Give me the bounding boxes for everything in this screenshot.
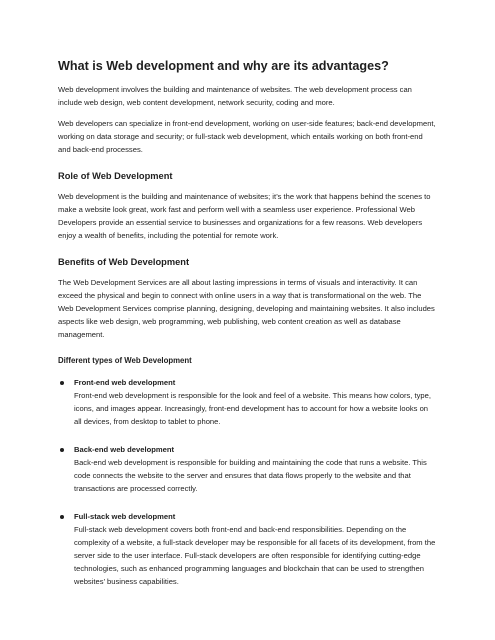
benefits-heading: Benefits of Web Development bbox=[58, 257, 190, 267]
bullet-text: Back-end web development is responsible for building and maintaining the code that runs a website. This code connects the website to the server and ensures that data flows properly to the website and that transactions are processed correctly. bbox=[74, 458, 427, 493]
bullet-icon bbox=[60, 381, 64, 385]
list-item bbox=[58, 377, 436, 428]
list-item bbox=[58, 511, 436, 588]
list-item bbox=[58, 444, 436, 495]
document-page bbox=[58, 58, 436, 604]
intro-paragraph-1: Web development involves the building and maintenance of websites. The web development process can include web design, web content development, network security, coding and more. bbox=[58, 85, 412, 107]
types-list bbox=[58, 377, 436, 588]
bullet-icon bbox=[60, 515, 64, 519]
role-heading: Role of Web Development bbox=[58, 171, 173, 181]
page-title: What is Web development and why are its advantages? bbox=[58, 59, 389, 73]
bullet-title: Full-stack web development bbox=[74, 512, 176, 521]
bullet-title: Front-end web development bbox=[74, 378, 176, 387]
types-heading: Different types of Web Development bbox=[58, 356, 192, 365]
bullet-title: Back-end web development bbox=[74, 445, 175, 454]
benefits-paragraph: The Web Development Services are all about lasting impressions in terms of visuals and interactivity. It can exceed the physical and begin to connect with online users in a way that is transformational on the web. The Web Development Services comprise planning, designing, developing and maintaining websites. It also includes aspects like web design, web programming, web publishing, web content creation as well as database management. bbox=[58, 278, 435, 339]
bullet-icon bbox=[60, 448, 64, 452]
bullet-text: Front-end web development is responsible for the look and feel of a website. This means how colors, type, icons, and images appear. Increasingly, front-end development has to account for how a website looks on all devices, from desktop to tablet to phone. bbox=[74, 391, 431, 426]
intro-paragraph-2: Web developers can specialize in front-end development, working on user-side features; back-end development, working on data storage and security; or full-stack web development, which entails working on both front-end and back-end processes. bbox=[58, 119, 436, 154]
role-paragraph: Web development is the building and maintenance of websites; it’s the work that happens behind the scenes to make a website look great, work fast and perform well with a seamless user experience. Professional Web Developers provide an essential service to businesses and organizations for a few reasons. Web developers enjoy a wealth of benefits, including the potential for remote work. bbox=[58, 192, 431, 240]
bullet-text: Full-stack web development covers both front-end and back-end responsibilities. Depending on the complexity of a website, a full-stack developer may be responsible for all facets of its development, from the server side to the user interface. Full-stack developers are often responsible for identifying cutting-edge technologies, such as enhanced programming languages and blockchain that can be used to strengthen websites’ business capabilities. bbox=[74, 525, 436, 586]
